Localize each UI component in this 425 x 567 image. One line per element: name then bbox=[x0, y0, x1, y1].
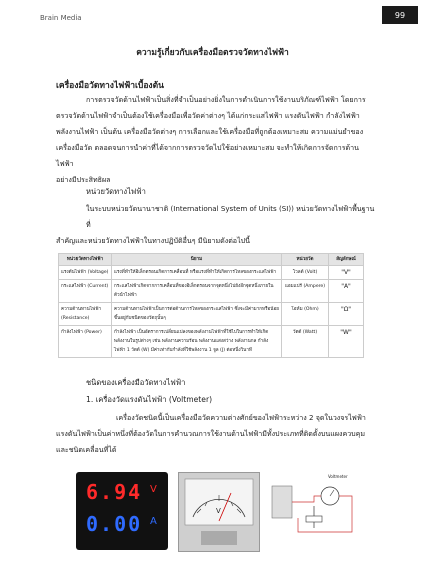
table-cell: "Ω" bbox=[329, 303, 364, 326]
digital-unit-bottom: A bbox=[150, 516, 157, 527]
intro-paragraph bbox=[56, 92, 376, 188]
table-header: สัญลักษณ์ bbox=[329, 254, 364, 266]
voltmeter-item: 1. เครื่องวัดแรงดันไฟฟ้า (Voltmeter) bbox=[86, 395, 213, 404]
table-header: หน่วยวัดทางไฟฟ้า bbox=[59, 254, 112, 266]
paragraph-line: สำคัญและหน่วยวัดทางไฟฟ้าในทางปฏิบัติอื่นๆ มีนิยามดังต่อไปนี้ bbox=[56, 236, 250, 245]
table-row bbox=[59, 303, 364, 326]
brand-label: Brain Media bbox=[40, 14, 82, 22]
table-cell: กระแสไฟฟ้าเกิดจากการเคลื่อนที่ของอิเล็กตรอนจากจุดหนึ่งไปยังอีกจุดหนึ่งภายในตัวนำไฟฟ้า bbox=[112, 280, 282, 303]
table-row bbox=[59, 326, 364, 358]
table-cell: "W" bbox=[329, 326, 364, 358]
circuit-diagram-icon bbox=[268, 472, 362, 550]
table-cell: โวลต์ (Volt) bbox=[282, 266, 329, 280]
page-title: ความรู้เกี่ยวกับเครื่องมือตรวจวัดทางไฟฟ้า bbox=[136, 48, 289, 58]
page-number: 99 bbox=[382, 6, 418, 24]
units-subheading: หน่วยวัดทางไฟฟ้า bbox=[86, 187, 146, 196]
table-header: นิยาม bbox=[112, 254, 282, 266]
digital-reading-bottom: 0.00 bbox=[86, 512, 143, 536]
analog-unit-label: V bbox=[216, 507, 221, 515]
paragraph-line: เครื่องมือวัด ตลอดจนการนำค่าที่ได้จากการตรวจวัดไปใช้อย่างเหมาะสม จะทำให้เกิดการจัดการด้านไฟฟ้า bbox=[56, 143, 359, 168]
table-cell: ความต้านทานไฟฟ้า (Resistance) bbox=[59, 303, 112, 326]
paragraph-line: พลังงานไฟฟ้า เป็นต้น เครื่องมือวัดต่างๆ การเลือกและใช้เครื่องมือที่ถูกต้องเหมาะสม ความแม่นยำของ bbox=[56, 127, 364, 136]
section-heading: เครื่องมือวัดทางไฟฟ้าเบื้องต้น bbox=[56, 81, 164, 91]
table-cell: แอมแปร์ (Ampere) bbox=[282, 280, 329, 303]
digital-unit-top: V bbox=[150, 484, 157, 495]
table-cell: "A" bbox=[329, 280, 364, 303]
table-header: หน่วยวัด bbox=[282, 254, 329, 266]
table-cell: กระแสไฟฟ้า (Current) bbox=[59, 280, 112, 303]
table-cell: โอห์ม (Ohm) bbox=[282, 303, 329, 326]
digital-reading-top: 6.94 bbox=[86, 480, 143, 504]
table-cell: แรงที่ทำให้อิเล็กตรอนเกิดการเคลื่อนที่ หรือแรงที่ทำให้เกิดการไหลของกระแสไฟฟ้า bbox=[112, 266, 282, 280]
paragraph-line: เครื่องวัดชนิดนี้เป็นเครื่องมือวัดความต่างศักย์ของไฟฟ้าระหว่าง 2 จุดในวงจรไฟฟ้า bbox=[116, 413, 366, 422]
units-paragraph bbox=[56, 201, 376, 249]
table-cell: กำลังไฟฟ้า เป็นอัตราการเปลี่ยนแปลงของพลังงานไฟฟ้าที่ใช้ไปในการทำให้เกิดพลังงานในรูปต่างๆ เช่น พลังงานความร้อน พลังงานแสงสว่าง พลังงานกล กำลังไฟฟ้า 1 วัตต์ (W) มีค่าเท่ากับกำลังที่ใช้พลังงาน 1 จูล (J) ต่อหนึ่งวินาที bbox=[112, 326, 282, 358]
table-cell: ความต้านทานไฟฟ้าเป็นการต่อต้านการไหลของกระแสไฟฟ้า ซึ่งจะมีค่ามากหรือน้อยขึ้นอยู่กับชนิดของวัตถุนั้นๆ bbox=[112, 303, 282, 326]
circuit-diagram bbox=[268, 472, 362, 550]
paragraph-line: ตรวจวัดด้านไฟฟ้าจำเป็นต้องใช้เครื่องมือเพื่อวัดค่าต่างๆ ได้แก่กระแสไฟฟ้า แรงดันไฟฟ้า กำลังไฟฟ้า bbox=[56, 111, 360, 120]
table-cell: แรงดันไฟฟ้า (Voltage) bbox=[59, 266, 112, 280]
voltmeter-paragraph bbox=[56, 410, 376, 458]
units-table bbox=[58, 253, 364, 358]
table-cell: กำลังไฟฟ้า (Power) bbox=[59, 326, 112, 358]
digital-meter-image bbox=[76, 472, 168, 550]
table-cell: วัตต์ (Watt) bbox=[282, 326, 329, 358]
paragraph-line: การตรวจวัดด้านไฟฟ้าเป็นสิ่งที่จำเป็นอย่างยิ่งในการดำเนินการใช้งานบริภัณฑ์ไฟฟ้า โดยการ bbox=[86, 95, 366, 104]
table-row bbox=[59, 280, 364, 303]
table-cell: "V" bbox=[329, 266, 364, 280]
table-header-row bbox=[59, 254, 364, 266]
paragraph-line: และชนิดเคลื่อนที่ได้ bbox=[56, 445, 117, 454]
paragraph-line: ในระบบหน่วยวัดนานาชาติ (International System of Units (SI)) หน่วยวัดทางไฟฟ้าพื้นฐานที่ bbox=[86, 204, 375, 229]
paragraph-line: แรงดันไฟฟ้าเป็นค่าหนึ่งที่ต้องวัดในการคำนวณการใช้งานด้านไฟฟ้ามีทั้งประเภทที่ติดตั้งบนแผงควบคุม bbox=[56, 429, 366, 438]
paragraph-line: อย่างมีประสิทธิผล bbox=[56, 175, 111, 184]
voltmeter-diagram-label: Voltmeter bbox=[328, 474, 348, 479]
types-subheading: ชนิดของเครื่องมือวัดทางไฟฟ้า bbox=[86, 378, 186, 387]
analog-meter-image bbox=[178, 472, 260, 552]
table-row bbox=[59, 266, 364, 280]
